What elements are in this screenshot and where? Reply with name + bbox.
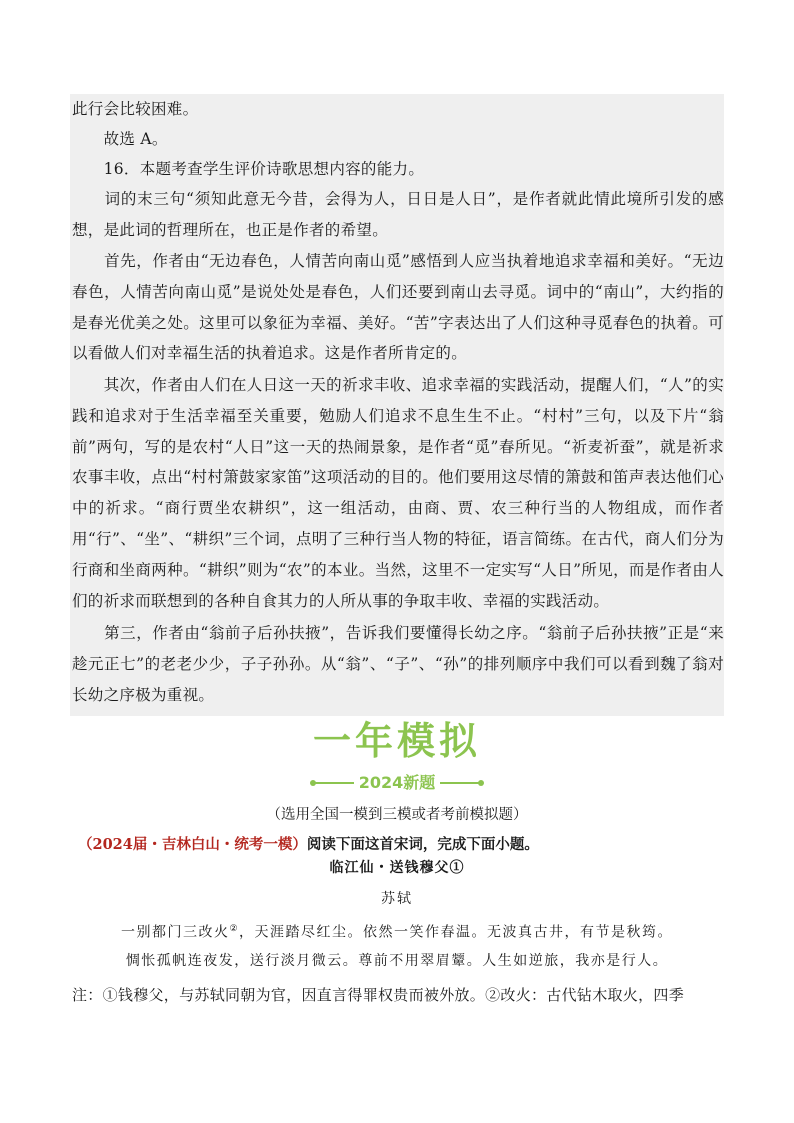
footnote-mark: ② [229, 924, 240, 934]
selection-note: （选用全国一模到三模或者考前模拟题） [266, 807, 528, 823]
question-header [78, 834, 539, 856]
answer-paragraph: 此行会比较困难。 [72, 100, 199, 118]
question-instruction: 阅读下面这首宋词，完成下面小题。 [306, 836, 539, 853]
section-title: 一年模拟 [312, 719, 481, 763]
answer-paragraph: 16．本题考查学生评价诗歌思想内容的能力。 [72, 160, 425, 178]
subtitle-text: 2024新题 [358, 773, 436, 792]
answer-paragraph: 第三，作者由“翁前子后孙扶掖”，告诉我们要懂得长幼之序。“翁前子后孙扶掖”正是“来趁元正七”的老老少少，子子孙孙。从“翁”、“子”、“孙”的排列顺序中我们可以看到魏了翁对长幼之序极为重视。 [72, 624, 724, 704]
poem-title: 临江仙・送钱穆父① [329, 860, 465, 876]
poem-line [0, 918, 794, 944]
footnote: 注：①钱穆父，与苏轼同朝为官，因直言得罪权贵而被外放。②改火：古代钻木取火，四季 [72, 986, 685, 1004]
answer-paragraph: 故选 A。 [72, 130, 168, 148]
answer-paragraph: 首先，作者由“无边春色，人情苦向南山觅”感悟到人应当执着地追求幸福和美好。“无边春色，人情苦向南山觅”是说处处是春色，人们还要到南山去寻觅。词中的“南山”，大约指的是春光优美之处。这里可以象征为幸福、美好。“苦”字表达出了人们这种寻觅春色的执着。可以看做人们对幸福生活的执着追求。这是作者所肯定的。 [72, 252, 724, 363]
poem-line-text: ，天涯踏尽红尘。依然一笑作春温。无波真古井，有节是秋筠。 [239, 924, 674, 941]
poem-author: 苏轼 [381, 891, 413, 907]
section-subtitle [310, 770, 484, 796]
answer-paragraph: 词的末三句“须知此意无今昔，会得为人，日日是人日”，是作者就此情此境所引发的感想，是此词的哲理所在，也正是作者的希望。 [72, 190, 724, 239]
poem-line: 惆怅孤帆连夜发，送行淡月微云。尊前不用翠眉颦。人生如逆旅，我亦是行人。 [125, 953, 669, 969]
question-source: （2024届・吉林白山・统考一模） [78, 836, 307, 853]
answer-paragraph: 其次，作者由人们在人日这一天的祈求丰收、追求幸福的实践活动，提醒人们，“人”的实践和追求对于生活幸福至关重要，勉励人们追求不息生生不止。“村村”三句，以及下片“翁前”两句，写的是农村“人日”这一天的热闹景象，是作者“觅”春所见。“祈麦祈蚕”，就是祈求农事丰收，点出“村村箫鼓家家笛”这项活动的目的。他们要用这尽情的箫鼓和笛声表达他们心中的祈求。“商行贾坐农耕织”，这一组活动，由商、贾、农三种行当的人物组成，而作者用“行”、“坐”、“耕织”三个词，点明了三种行当人物的特征，语言简练。在古代，商人们分为行商和坐商两种。“耕织”则为“农”的本业。当然，这里不一定实写“人日”所见，而是作者由人们的祈求而联想到的各种自食其力的人所从事的争取丰收、幸福的实践活动。 [72, 376, 724, 610]
poem-line-text: 一别都门三改火 [120, 924, 230, 941]
